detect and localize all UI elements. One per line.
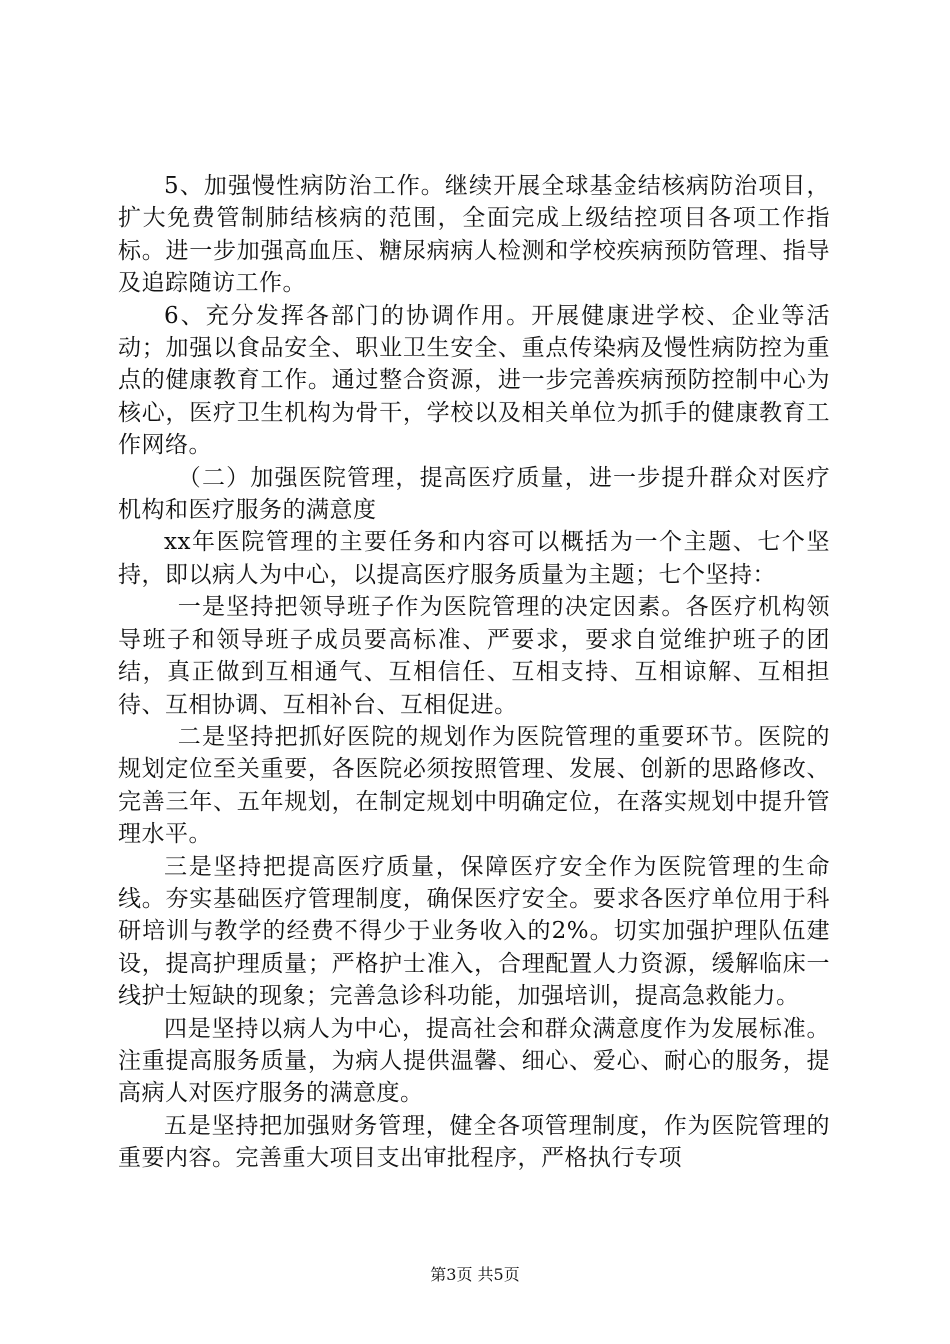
paragraph-point-4: 四是坚持以病人为中心，提高社会和群众满意度作为发展标准。注重提高服务质量，为病人提供温馨、细心、爱心、耐心的服务，提高病人对医疗服务的满意度。 bbox=[118, 1015, 830, 1107]
paragraph-item-6: 6、充分发挥各部门的协调作用。开展健康进学校、企业等活动；加强以食品安全、职业卫生安全、重点传染病及慢性病防控为重点的健康教育工作。通过整合资源，进一步完善疾病预防控制中心为核心，医疗卫生机构为骨干，学校以及相关单位为抓手的健康教育工作网络。 bbox=[118, 302, 830, 459]
paragraph-point-3: 三是坚持把提高医疗质量，保障医疗安全作为医院管理的生命线。夯实基础医疗管理制度，确保医疗安全。要求各医疗单位用于科研培训与教学的经费不得少于业务收入的2%。切实加强护理队伍建设，提高护理质量；严格护士准入，合理配置人力资源，缓解临床一线护士短缺的现象；完善急诊科功能，加强培训，提高急救能力。 bbox=[118, 853, 830, 1010]
paragraph-point-5: 五是坚持把加强财务管理，健全各项管理制度，作为医院管理的重要内容。完善重大项目支出审批程序，严格执行专项 bbox=[118, 1112, 830, 1172]
paragraph-item-5: 5、加强慢性病防治工作。继续开展全球基金结核病防治项目，扩大免费管制肺结核病的范围，全面完成上级结控项目各项工作指标。进一步加强高血压、糖尿病病人检测和学校疾病预防管理、指导及追踪随访工作。 bbox=[118, 173, 830, 297]
paragraph-point-2: 二是坚持把抓好医院的规划作为医院管理的重要环节。医院的规划定位至关重要，各医院必须按照管理、发展、创新的思路修改、完善三年、五年规划，在制定规划中明确定位，在落实规划中提升管理水平。 bbox=[118, 723, 830, 848]
paragraph-overview: xx年医院管理的主要任务和内容可以概括为一个主题、七个坚持，即以病人为中心，以提高医疗服务质量为主题；七个坚持： bbox=[118, 529, 830, 588]
section-heading-2: （二）加强医院管理，提高医疗质量，进一步提升群众对医疗机构和医疗服务的满意度 bbox=[118, 464, 830, 524]
document-body bbox=[118, 170, 830, 1175]
page-footer: 第3页 共5页 bbox=[430, 1265, 520, 1284]
paragraph-point-1: 一是坚持把领导班子作为医院管理的决定因素。各医疗机构领导班子和领导班子成员要高标准、严要求，要求自觉维护班子的团结，真正做到互相通气、互相信任、互相支持、互相谅解、互相担待、互相协调、互相补台、互相促进。 bbox=[118, 594, 830, 718]
